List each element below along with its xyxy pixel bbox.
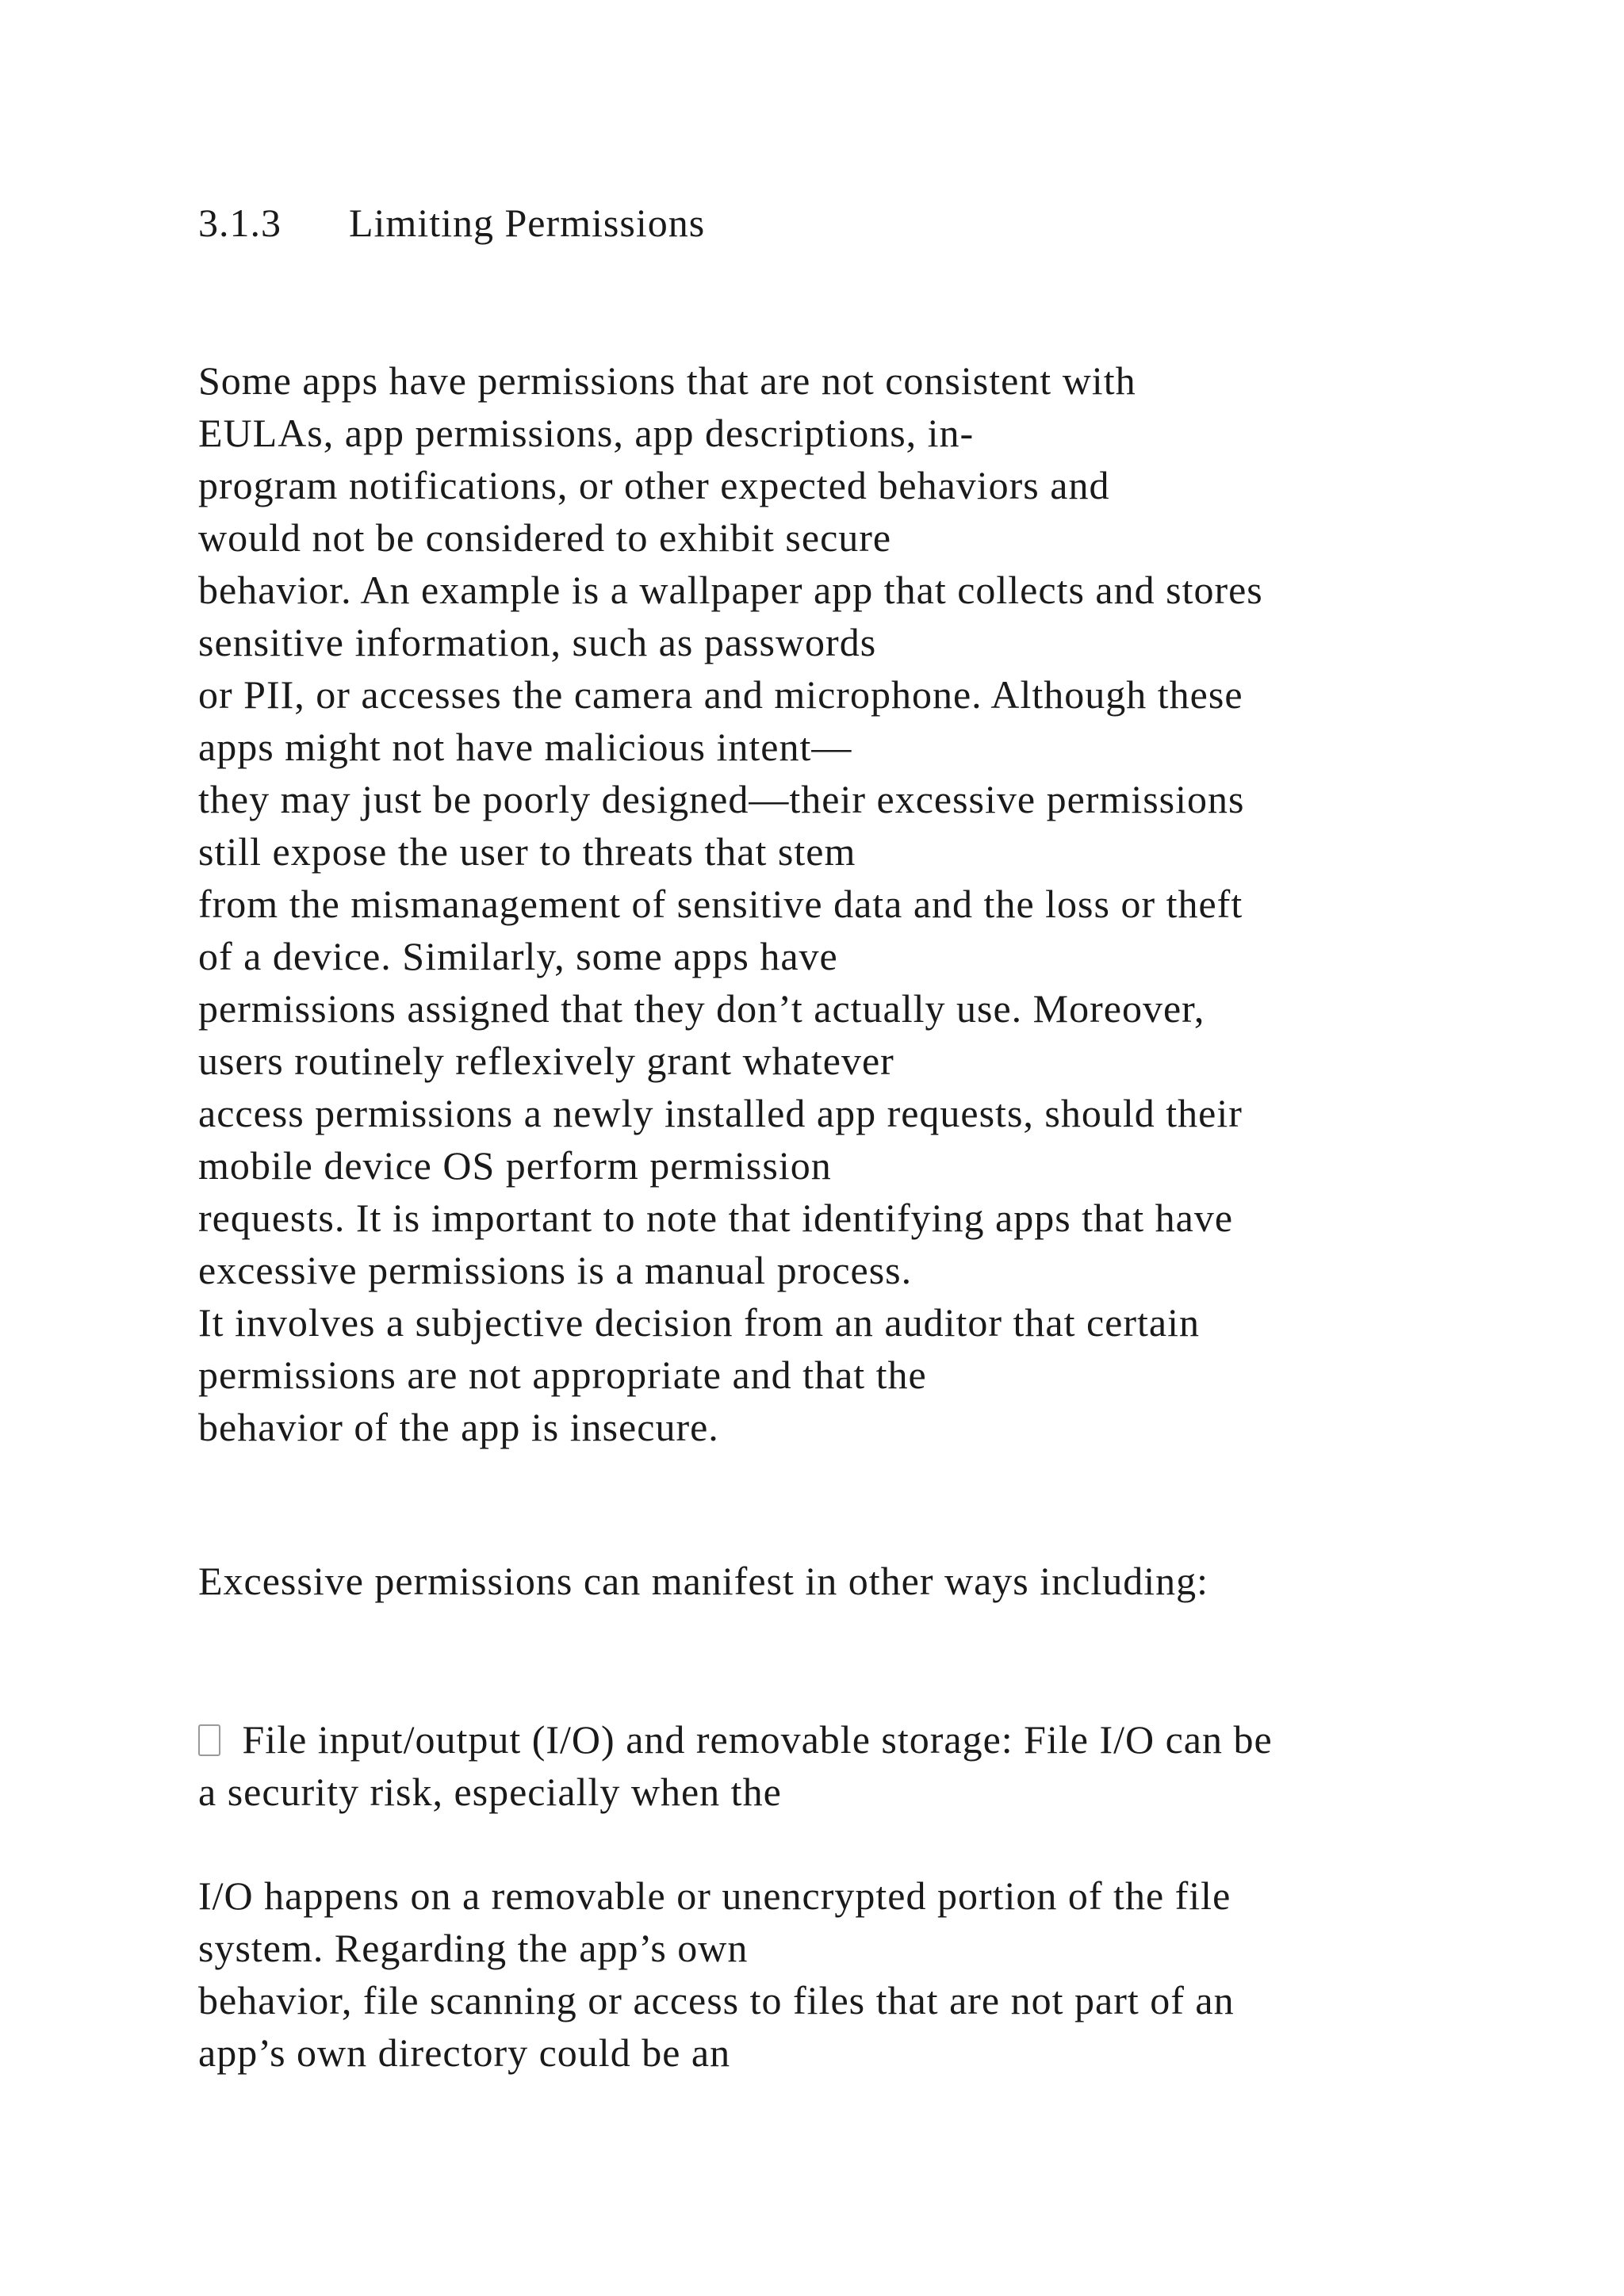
section-title: Limiting Permissions	[349, 201, 706, 245]
paragraph-line: app’s own directory could be an	[198, 2030, 731, 2075]
paragraph-line: Some apps have permissions that are not consistent with	[198, 358, 1136, 403]
paragraph-line: EULAs, app permissions, app descriptions, in-	[198, 411, 975, 455]
paragraph-line: system. Regarding the app’s own	[198, 1926, 749, 1970]
body-paragraph	[198, 354, 1530, 1453]
paragraph-line: requests. It is important to note that identifying apps that have	[198, 1196, 1234, 1240]
paragraph-line: behavior. An example is a wallpaper app that collects and stores	[198, 568, 1263, 612]
paragraph-line: access permissions a newly installed app requests, should their	[198, 1091, 1243, 1135]
paragraph-line: apps might not have malicious intent—	[198, 725, 852, 769]
lead-sentence: Excessive permissions can manifest in other ways including:	[198, 1559, 1209, 1603]
bullet-line	[198, 1713, 1530, 1766]
paragraph-line: program notifications, or other expected behaviors and	[198, 463, 1110, 507]
paragraph-line: or PII, or accesses the camera and microphone. Although these	[198, 672, 1243, 717]
paragraph-line: of a device. Similarly, some apps have	[198, 934, 838, 978]
bullet-text: File input/output (I/O) and removable storage: File I/O can be	[232, 1717, 1273, 1762]
paragraph-line: permissions assigned that they don’t actually use. Moreover,	[198, 986, 1205, 1031]
paragraph-line: behavior of the app is insecure.	[198, 1405, 719, 1449]
paragraph-line: excessive permissions is a manual process.	[198, 1248, 913, 1292]
paragraph-line: permissions are not appropriate and that the	[198, 1353, 927, 1397]
missing-glyph-icon	[198, 1724, 220, 1756]
bullet-line: a security risk, especially when the	[198, 1770, 782, 1814]
paragraph-line: mobile device OS perform permission	[198, 1143, 832, 1188]
paragraph-line: It involves a subjective decision from an auditor that certain	[198, 1300, 1201, 1345]
paragraph-line: sensitive information, such as passwords	[198, 620, 877, 664]
paragraph-line: from the mismanagement of sensitive data and the loss or theft	[198, 882, 1243, 926]
section-number: 3.1.3	[198, 201, 282, 245]
paragraph-line: I/O happens on a removable or unencrypted portion of the file	[198, 1873, 1231, 1918]
section-heading	[198, 197, 1530, 249]
paragraph-line: users routinely reflexively grant whatever	[198, 1039, 894, 1083]
continuation-paragraph	[198, 1869, 1530, 2079]
paragraph-line: behavior, file scanning or access to files that are not part of an	[198, 1978, 1235, 2022]
paragraph-line: still expose the user to threats that stem	[198, 829, 856, 874]
paragraph-line: would not be considered to exhibit secure	[198, 515, 892, 560]
paragraph-line: they may just be poorly designed—their excessive permissions	[198, 777, 1245, 821]
bullet-item	[198, 1713, 1530, 1818]
